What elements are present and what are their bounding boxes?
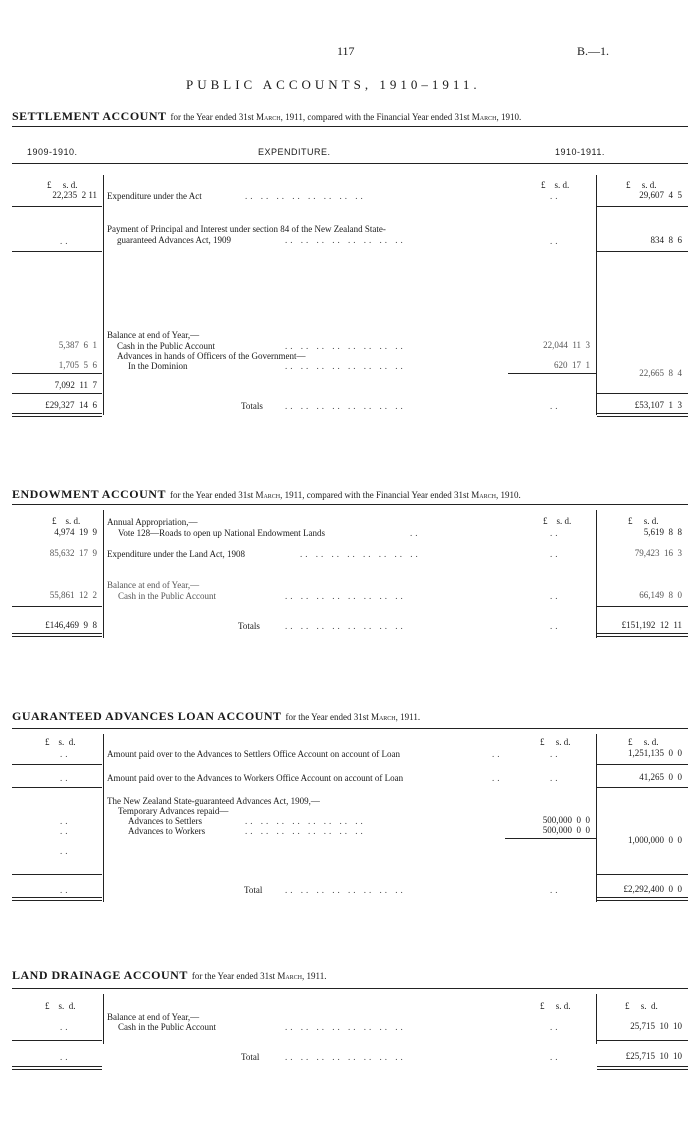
leader-dots: .. (60, 816, 71, 826)
amount-pounds: 7,092 (54, 380, 75, 390)
settlement-totals-label: Totals (241, 401, 263, 411)
shillings-head: s. (58, 737, 65, 747)
amount-pence: 8 (92, 620, 97, 630)
guaranteed-col-divider (596, 734, 597, 902)
endowment-r2-text: Expenditure under the Land Act, 1908 (107, 549, 245, 559)
leader-dots: .. .. .. .. .. .. .. .. (285, 591, 406, 601)
leader-dots: .. (60, 885, 71, 895)
amount-pence: 6 (92, 360, 97, 370)
endowment-r1-head: Annual Appropriation,— (107, 517, 198, 527)
pence-head: d. (651, 737, 659, 747)
pence-head: d. (70, 180, 78, 190)
amount-pounds: 22,044 (543, 340, 568, 350)
row-rule (12, 206, 102, 207)
row-rule (12, 764, 102, 765)
amount-pounds: 4,974 (54, 527, 75, 537)
amount-pounds: 85,632 (49, 548, 75, 558)
settlement-lsd-head (47, 180, 78, 190)
guaranteed-lsd-head (540, 737, 571, 747)
drainage-title: LAND DRAINAGE ACCOUNT (12, 968, 188, 982)
amount-pence: 0 (585, 815, 590, 825)
amount-shillings: 19 (79, 527, 88, 537)
amount-shillings: 4 (668, 190, 673, 200)
guaranteed-title: GUARANTEED ADVANCES LOAN ACCOUNT (12, 709, 282, 723)
amount-shillings: 0 (576, 825, 581, 835)
guaranteed-rule-top (12, 728, 688, 729)
pence-head: d. (563, 737, 571, 747)
amount-pence: 10 (673, 1021, 682, 1031)
endowment-total-prev (15, 620, 97, 630)
drainage-balance-cash: Cash in the Public Account (118, 1022, 216, 1032)
subtitle-part: for the Year ended 31st (285, 712, 369, 722)
leader-dots: .. .. .. .. .. .. .. .. (245, 191, 366, 201)
row-rule (597, 764, 688, 765)
leader-dots: .. .. .. .. .. .. .. .. (285, 341, 406, 351)
guaranteed-r2-text: Amount paid over to the Advances to Workers Office Account on account of Loan (107, 773, 404, 783)
leader-dots: .. (492, 773, 503, 783)
row-rule (597, 787, 688, 788)
amount-shillings: 10 (659, 1051, 669, 1061)
row-rule (505, 838, 596, 839)
shillings-head: s. (65, 516, 72, 526)
amount-shillings: 11 (572, 340, 581, 350)
leader-dots: .. .. .. .. .. .. .. .. (300, 549, 421, 559)
pounds-head: £ (628, 737, 633, 747)
amount-shillings: 17 (572, 360, 581, 370)
endowment-balance-head: Balance at end of Year,— (107, 580, 200, 590)
settlement-balance-cash: Cash in the Public Account (117, 341, 215, 351)
subtitle-part: for the Year ended 31st (170, 112, 254, 122)
amount-shillings: 8 (668, 590, 673, 600)
subtitle-month: March (370, 712, 396, 722)
row-rule (597, 1040, 688, 1041)
total-double-rule (12, 413, 102, 417)
amount-pence: 11 (673, 620, 682, 630)
amount-shillings: 14 (79, 400, 88, 410)
settlement-heading (12, 107, 521, 125)
settlement-col-divider (103, 175, 104, 415)
settlement-col-expenditure: EXPENDITURE. (258, 147, 331, 157)
total-double-rule (12, 1066, 102, 1070)
settlement-balance-cur (600, 368, 682, 378)
amount-pounds: £146,469 (45, 620, 79, 630)
amount-pounds: 620 (554, 360, 568, 370)
settlement-balance-dominion: In the Dominion (128, 361, 188, 371)
guaranteed-r3-sub: Temporary Advances repaid— (118, 806, 229, 816)
amount-pounds: 5,387 (58, 340, 79, 350)
row-rule (597, 251, 688, 252)
pence-head: d. (651, 1001, 658, 1011)
guaranteed-r2-cur (600, 772, 682, 782)
row-rule (12, 874, 102, 875)
leader-dots: .. (550, 591, 561, 601)
amount-shillings: 12 (659, 620, 669, 630)
subtitle-part: , 1911. (302, 971, 327, 981)
pounds-head: £ (45, 737, 50, 747)
amount-pounds: 29,607 (639, 190, 664, 200)
settlement-rule-top (12, 126, 688, 127)
subtitle-part: , 1910. (495, 490, 521, 500)
amount-shillings: 16 (664, 548, 673, 558)
leader-dots: .. (550, 236, 561, 246)
guaranteed-r1-text: Amount paid over to the Advances to Settlers Office Account on account of Loan (107, 749, 401, 759)
amount-pounds: £53,107 (634, 400, 664, 410)
pounds-head: £ (541, 180, 546, 190)
amount-pounds: 55,861 (49, 590, 75, 600)
pounds-head: £ (45, 1001, 50, 1011)
row-rule (508, 373, 596, 374)
shillings-head: s. (62, 180, 69, 190)
shillings-head: s. (58, 1001, 65, 1011)
settlement-r1-prev (20, 190, 97, 200)
amount-pence: 3 (677, 548, 682, 558)
pounds-head: £ (540, 1001, 545, 1011)
amount-pence: 8 (677, 527, 682, 537)
amount-pounds: £25,715 (625, 1051, 655, 1061)
leader-dots: .. .. .. .. .. .. .. .. (285, 885, 406, 895)
settlement-balance-advances: Advances in hands of Officers of the Government— (117, 351, 306, 361)
settlement-rule-head (12, 163, 688, 164)
leader-dots: .. (60, 236, 71, 246)
amount-pence: 7 (92, 380, 97, 390)
pounds-head: £ (543, 516, 548, 526)
endowment-r2-cur (600, 548, 682, 558)
leader-dots: .. (550, 401, 561, 411)
amount-pence: 0 (677, 748, 682, 758)
settlement-lsd-head (541, 180, 569, 190)
shillings-head: s. (554, 180, 561, 190)
leader-dots: .. (550, 1052, 561, 1062)
shillings-head: s. (641, 180, 648, 190)
leader-dots: .. (410, 528, 421, 538)
endowment-balance-cash: Cash in the Public Account (118, 591, 216, 601)
pence-head: d. (651, 516, 659, 526)
shillings-head: s. (643, 737, 650, 747)
subtitle-month: March (471, 490, 496, 500)
leader-dots: .. .. .. .. .. .. .. .. (285, 621, 406, 631)
leader-dots: .. (60, 749, 71, 759)
leader-dots: .. (60, 1022, 71, 1032)
leader-dots: .. (550, 749, 561, 759)
drainage-rule-top (12, 988, 688, 989)
settlement-col-divider (596, 175, 597, 415)
leader-dots: .. (550, 191, 561, 201)
subtitle-part: for the Year ended 31st (169, 490, 254, 500)
subtitle-part: , 1911, compared with the Financial Year ended 31st (280, 112, 470, 122)
leader-dots: .. .. .. .. .. .. .. .. (285, 1022, 406, 1032)
settlement-total-prev (15, 400, 97, 410)
leader-dots: .. (550, 773, 561, 783)
guaranteed-heading (12, 707, 420, 725)
amount-shillings: 8 (668, 368, 673, 378)
settlement-r2-line2: guaranteed Advances Act, 1909 (117, 235, 231, 245)
amount-pence: 2 (92, 590, 97, 600)
shillings-head: s. (640, 1001, 647, 1011)
endowment-totals-label: Totals (238, 621, 260, 631)
row-rule (597, 606, 688, 607)
leader-dots: .. (550, 528, 561, 538)
amount-pence: 4 (677, 368, 682, 378)
amount-pence: 9 (92, 527, 97, 537)
leader-dots: .. .. .. .. .. .. .. .. (245, 816, 366, 826)
amount-pounds: 5,619 (643, 527, 664, 537)
amount-pence: 0 (677, 772, 682, 782)
amount-shillings: 8 (668, 235, 673, 245)
pence-head: d. (563, 1001, 571, 1011)
leader-dots: .. (550, 1022, 561, 1032)
amount-pence: 0 (677, 884, 682, 894)
amount-pounds: 22,235 (52, 190, 78, 200)
amount-pence: 1 (92, 340, 97, 350)
shillings-head: s. (555, 737, 562, 747)
subtitle-part: , 1910. (496, 112, 522, 122)
amount-shillings: 8 (668, 527, 673, 537)
pence-head: d. (68, 1001, 76, 1011)
amount-pounds: 1,705 (58, 360, 79, 370)
settlement-title: SETTLEMENT ACCOUNT (12, 109, 167, 123)
amount-pounds: 500,000 (542, 825, 572, 835)
guaranteed-total-cur (598, 884, 682, 894)
amount-pence: 1 (585, 360, 590, 370)
leader-dots: .. (60, 773, 71, 783)
drainage-subtitle (192, 971, 327, 981)
shillings-head: s. (555, 1001, 562, 1011)
settlement-total-cur (600, 400, 682, 410)
pounds-head: £ (52, 516, 57, 526)
leader-dots: .. (492, 749, 503, 759)
amount-shillings: 6 (83, 340, 88, 350)
amount-shillings: 0 (668, 772, 673, 782)
amount-pounds: 500,000 (542, 815, 572, 825)
pence-head: d. (564, 516, 572, 526)
amount-shillings: 5 (83, 360, 88, 370)
leader-dots: .. .. .. .. .. .. .. .. (285, 235, 406, 245)
pounds-head: £ (47, 180, 52, 190)
endowment-title: ENDOWMENT ACCOUNT (12, 487, 166, 501)
amount-pounds: 834 (650, 235, 664, 245)
pence-head: d. (649, 180, 657, 190)
amount-pounds: 1,000,000 (628, 835, 664, 845)
amount-pence: 6 (677, 235, 682, 245)
endowment-r1-cur (600, 527, 682, 537)
amount-shillings: 0 (668, 835, 673, 845)
amount-shillings: 0 (576, 815, 581, 825)
drainage-total-cur (600, 1051, 682, 1061)
guaranteed-r3-cur (600, 835, 682, 845)
settlement-balance-prev-total (20, 380, 97, 390)
amount-pounds: 41,265 (639, 772, 664, 782)
amount-pence: 5 (677, 190, 682, 200)
total-double-rule (597, 633, 688, 637)
amount-pounds: £29,327 (45, 400, 75, 410)
guaranteed-total-label: Total (244, 885, 263, 895)
row-rule (597, 206, 688, 207)
settlement-subtitle (170, 112, 521, 122)
drainage-lsd-head (540, 1001, 571, 1011)
row-rule (12, 393, 102, 394)
amount-pounds: 79,423 (634, 548, 660, 558)
endowment-balance-cur (600, 590, 682, 600)
drainage-heading (12, 966, 326, 984)
total-double-rule (12, 633, 102, 637)
settlement-balance-dominion-mid (510, 360, 590, 370)
pounds-head: £ (626, 180, 631, 190)
endowment-lsd-head (52, 516, 80, 526)
shillings-head: s. (643, 516, 650, 526)
drainage-balance-cur (600, 1021, 682, 1031)
settlement-lsd-head (626, 180, 657, 190)
endowment-subtitle (170, 490, 521, 500)
amount-pence: 0 (677, 835, 682, 845)
amount-shillings: 12 (79, 590, 88, 600)
guaranteed-r3-settlers: Advances to Settlers (128, 816, 202, 826)
amount-shillings: 11 (79, 380, 88, 390)
drainage-total-label: Total (241, 1052, 260, 1062)
guaranteed-r1-cur (600, 748, 682, 758)
amount-pounds: 66,149 (639, 590, 664, 600)
settlement-col-1909: 1909-1910. (27, 147, 78, 157)
settlement-balance-cash-prev (20, 340, 97, 350)
settlement-r1-cur (600, 190, 682, 200)
amount-shillings: 9 (83, 620, 88, 630)
settlement-col-1910: 1910-1911. (555, 147, 605, 157)
endowment-total-cur (600, 620, 682, 630)
pounds-head: £ (625, 1001, 630, 1011)
amount-pounds: £2,292,400 (623, 884, 664, 894)
amount-pounds: £151,192 (621, 620, 656, 630)
endowment-rule-top (12, 504, 688, 505)
endowment-r2-prev (20, 548, 97, 558)
pounds-head: £ (628, 516, 633, 526)
subtitle-part: , 1911, compared with the Financial Year ended 31st (280, 490, 470, 500)
endowment-lsd-head (628, 516, 659, 526)
drainage-lsd-head (45, 1001, 76, 1011)
amount-pence: 10 (673, 1051, 682, 1061)
amount-pence: 0 (585, 825, 590, 835)
amount-pence: 3 (585, 340, 590, 350)
leader-dots: .. (60, 1052, 71, 1062)
endowment-col-divider (103, 510, 104, 638)
guaranteed-lsd-head (45, 737, 76, 747)
leader-dots: .. .. .. .. .. .. .. .. (285, 401, 406, 411)
amount-pence: 3 (677, 400, 682, 410)
subtitle-month: March (255, 112, 281, 122)
amount-shillings: 2 (81, 190, 87, 200)
pence-head: d. (562, 180, 570, 190)
endowment-heading (12, 485, 521, 503)
drainage-balance-head: Balance at end of Year,— (107, 1012, 200, 1022)
row-rule (12, 251, 102, 252)
drainage-lsd-head (625, 1001, 658, 1011)
leader-dots: .. (60, 826, 71, 836)
shillings-head: s. (556, 516, 563, 526)
amount-shillings: 10 (659, 1021, 669, 1031)
endowment-balance-prev (20, 590, 97, 600)
endowment-r1-prev (20, 527, 97, 537)
guaranteed-r3-settlers-mid (505, 815, 590, 825)
subtitle-month: March (277, 971, 303, 981)
row-rule (12, 606, 102, 607)
leader-dots: .. (550, 549, 561, 559)
amount-pence: 0 (677, 590, 682, 600)
row-rule (597, 874, 688, 875)
amount-shillings: 0 (668, 748, 673, 758)
total-double-rule (12, 897, 102, 901)
guaranteed-lsd-head (628, 737, 659, 747)
pence-head: d. (68, 737, 76, 747)
settlement-balance-cash-mid (510, 340, 590, 350)
amount-pence: 11 (88, 190, 97, 200)
total-double-rule (597, 897, 688, 901)
guaranteed-r3-head: The New Zealand State-guaranteed Advances Act, 1909,— (107, 796, 320, 806)
amount-pence: 9 (92, 548, 97, 558)
row-rule (12, 1040, 102, 1041)
amount-pounds: 22,665 (639, 368, 664, 378)
page-number: 117 (337, 44, 355, 58)
leader-dots: .. (550, 885, 561, 895)
subtitle-month: March (471, 112, 497, 122)
leader-dots: .. .. .. .. .. .. .. .. (285, 361, 406, 371)
endowment-lsd-head (543, 516, 571, 526)
endowment-r1-text: Vote 128—Roads to open up National Endowment Lands (118, 528, 326, 538)
pence-head: d. (73, 516, 81, 526)
amount-pounds: 1,251,135 (628, 748, 664, 758)
guaranteed-subtitle (285, 712, 420, 722)
subtitle-month: March (255, 490, 281, 500)
subtitle-part: , 1911. (395, 712, 421, 722)
total-double-rule (597, 1066, 688, 1070)
leader-dots: .. .. .. .. .. .. .. .. (285, 1052, 406, 1062)
amount-shillings: 17 (79, 548, 88, 558)
row-rule (12, 787, 102, 788)
leader-dots: .. (550, 621, 561, 631)
row-rule (597, 393, 688, 394)
amount-shillings: 0 (668, 884, 673, 894)
guaranteed-col-divider (103, 734, 104, 902)
leader-dots: .. .. .. .. .. .. .. .. (245, 826, 366, 836)
amount-shillings: 1 (668, 400, 673, 410)
drainage-col-divider (103, 994, 104, 1044)
settlement-r1-text: Expenditure under the Act (107, 191, 202, 201)
settlement-balance-dominion-prev (20, 360, 97, 370)
drainage-col-divider (596, 994, 597, 1044)
amount-pence: 6 (92, 400, 97, 410)
document-reference: B.—1. (577, 44, 610, 58)
subtitle-part: for the Year ended 31st (191, 971, 276, 981)
guaranteed-r3-workers: Advances to Workers (128, 826, 206, 836)
pounds-head: £ (540, 737, 545, 747)
settlement-balance-head: Balance at end of Year,— (107, 330, 200, 340)
settlement-r2-line1: Payment of Principal and Interest under section 84 of the New Zealand State- (107, 224, 386, 234)
row-rule (12, 373, 102, 374)
guaranteed-r3-workers-mid (505, 825, 590, 835)
settlement-r2-cur (600, 235, 682, 245)
page-title: PUBLIC ACCOUNTS, 1910–1911. (186, 77, 481, 92)
leader-dots: .. (60, 846, 71, 856)
amount-pounds: 25,715 (630, 1021, 655, 1031)
total-double-rule (597, 413, 688, 417)
endowment-col-divider (596, 510, 597, 638)
